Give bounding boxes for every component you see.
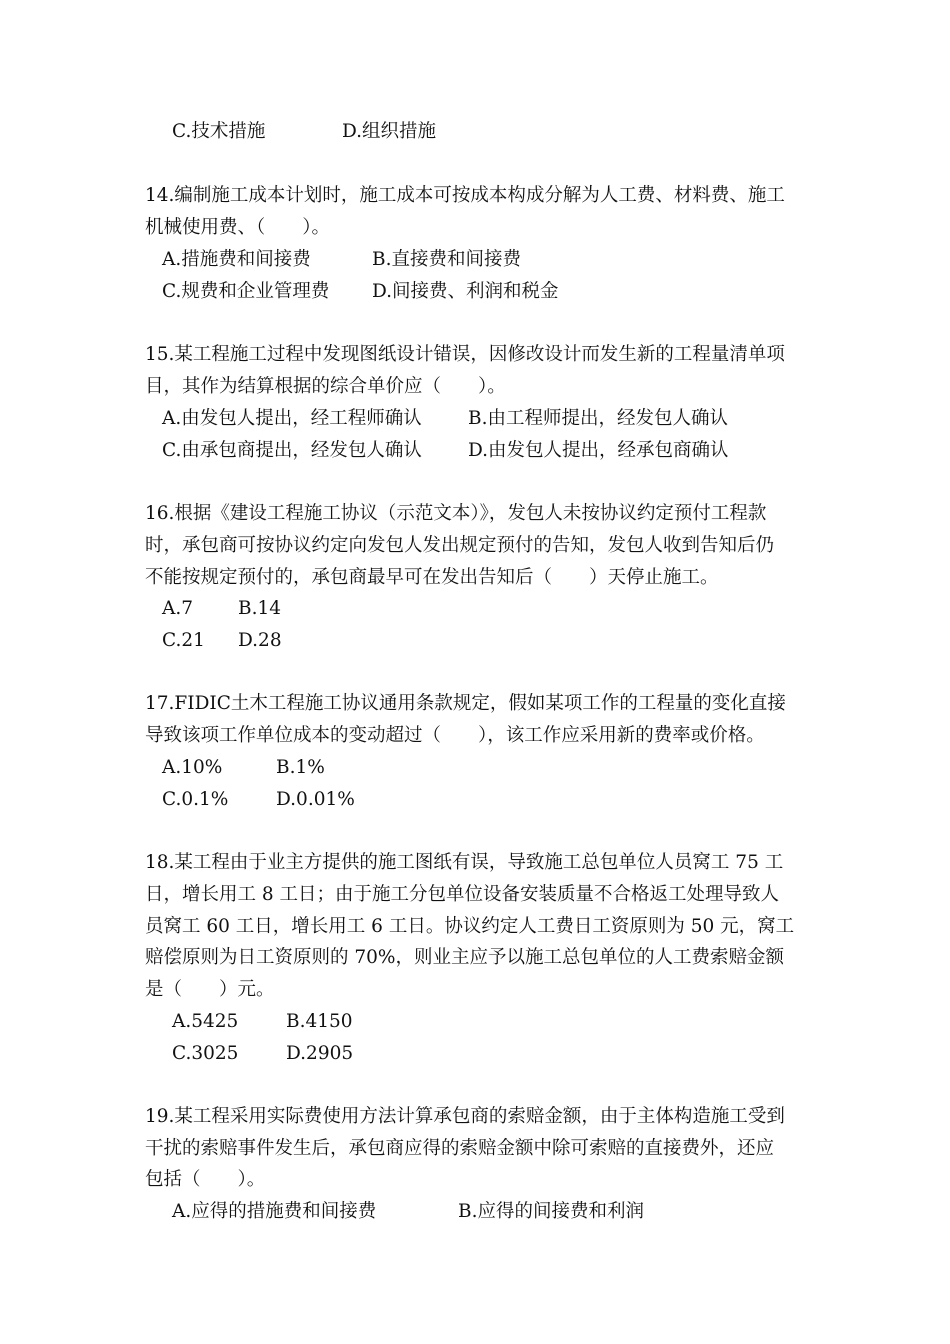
option-b: B.14 <box>238 598 282 619</box>
question-text: 16.根据《建设工程施工协议（示范文本）》，发包人未按协议约定预付工程款 <box>145 503 767 524</box>
question-text: 14.编制施工成本计划时，施工成本可按成本构成分解为人工费、材料费、施工 <box>145 185 785 206</box>
question-text: 19.某工程采用实际费使用方法计算承包商的索赔金额，由于主体构造施工受到 <box>145 1106 785 1127</box>
option-d: D.由发包人提出，经承包商确认 <box>468 440 729 461</box>
question-text: 不能按规定预付的，承包商最早可在发出告知后（ ）天停止施工。 <box>145 567 719 588</box>
option-c: C.3025 <box>172 1043 239 1064</box>
option-d: D.0.01% <box>276 789 355 810</box>
question-text: 包括（ ）。 <box>145 1169 266 1190</box>
option-d: D.28 <box>238 630 282 651</box>
question-text: 机械使用费、（ ）。 <box>145 217 331 238</box>
question-text: 15.某工程施工过程中发现图纸设计错误，因修改设计而发生新的工程量清单项 <box>145 344 785 365</box>
option-b: B.直接费和间接费 <box>372 249 521 270</box>
question-text: 赔偿原则为日工资原则的 70%，则业主应予以施工总包单位的人工费索赔金额 <box>145 947 785 968</box>
question-text: 目，其作为结算根据的综合单价应（ ）。 <box>145 376 506 397</box>
option-a: A.由发包人提出，经工程师确认 <box>162 408 422 429</box>
option-a: A.措施费和间接费 <box>162 249 311 270</box>
question-text: 员窝工 60 工日，增长用工 6 工日。协议约定人工费日工资原则为 50 元，窝工 <box>145 916 795 937</box>
option-b: B.1% <box>276 757 325 778</box>
option-c: C.技术措施 <box>172 121 266 142</box>
option-d: D.2905 <box>286 1043 354 1064</box>
option-c: C.0.1% <box>162 789 229 810</box>
option-a: A.5425 <box>172 1011 239 1032</box>
option-a: A.7 <box>162 598 194 619</box>
option-c: C.21 <box>162 630 205 651</box>
question-text: 是（ ）元。 <box>145 979 275 1000</box>
option-b: B.由工程师提出，经发包人确认 <box>468 408 728 429</box>
option-b: B.应得的间接费和利润 <box>458 1201 644 1222</box>
question-text: 导致该项工作单位成本的变动超过（ ），该工作应采用新的费率或价格。 <box>145 725 765 746</box>
option-c: C.规费和企业管理费 <box>162 281 330 302</box>
option-a: A.10% <box>162 757 223 778</box>
question-text: 17.FIDIC土木工程施工协议通用条款规定，假如某项工作的工程量的变化直接 <box>145 693 786 714</box>
question-text: 干扰的索赔事件发生后，承包商应得的索赔金额中除可索赔的直接费外，还应 <box>145 1138 775 1159</box>
option-a: A.应得的措施费和间接费 <box>172 1201 377 1222</box>
question-text: 日，增长用工 8 工日；由于施工分包单位设备安装质量不合格返工处理导致人 <box>145 884 780 905</box>
question-text: 时，承包商可按协议约定向发包人发出规定预付的告知，发包人收到告知后仍 <box>145 535 775 556</box>
option-c: C.由承包商提出，经发包人确认 <box>162 440 422 461</box>
question-text: 18.某工程由于业主方提供的施工图纸有误，导致施工总包单位人员窝工 75 工 <box>145 852 784 873</box>
option-b: B.4150 <box>286 1011 353 1032</box>
option-d: D.间接费、利润和税金 <box>372 281 559 302</box>
option-d: D.组织措施 <box>342 121 437 142</box>
